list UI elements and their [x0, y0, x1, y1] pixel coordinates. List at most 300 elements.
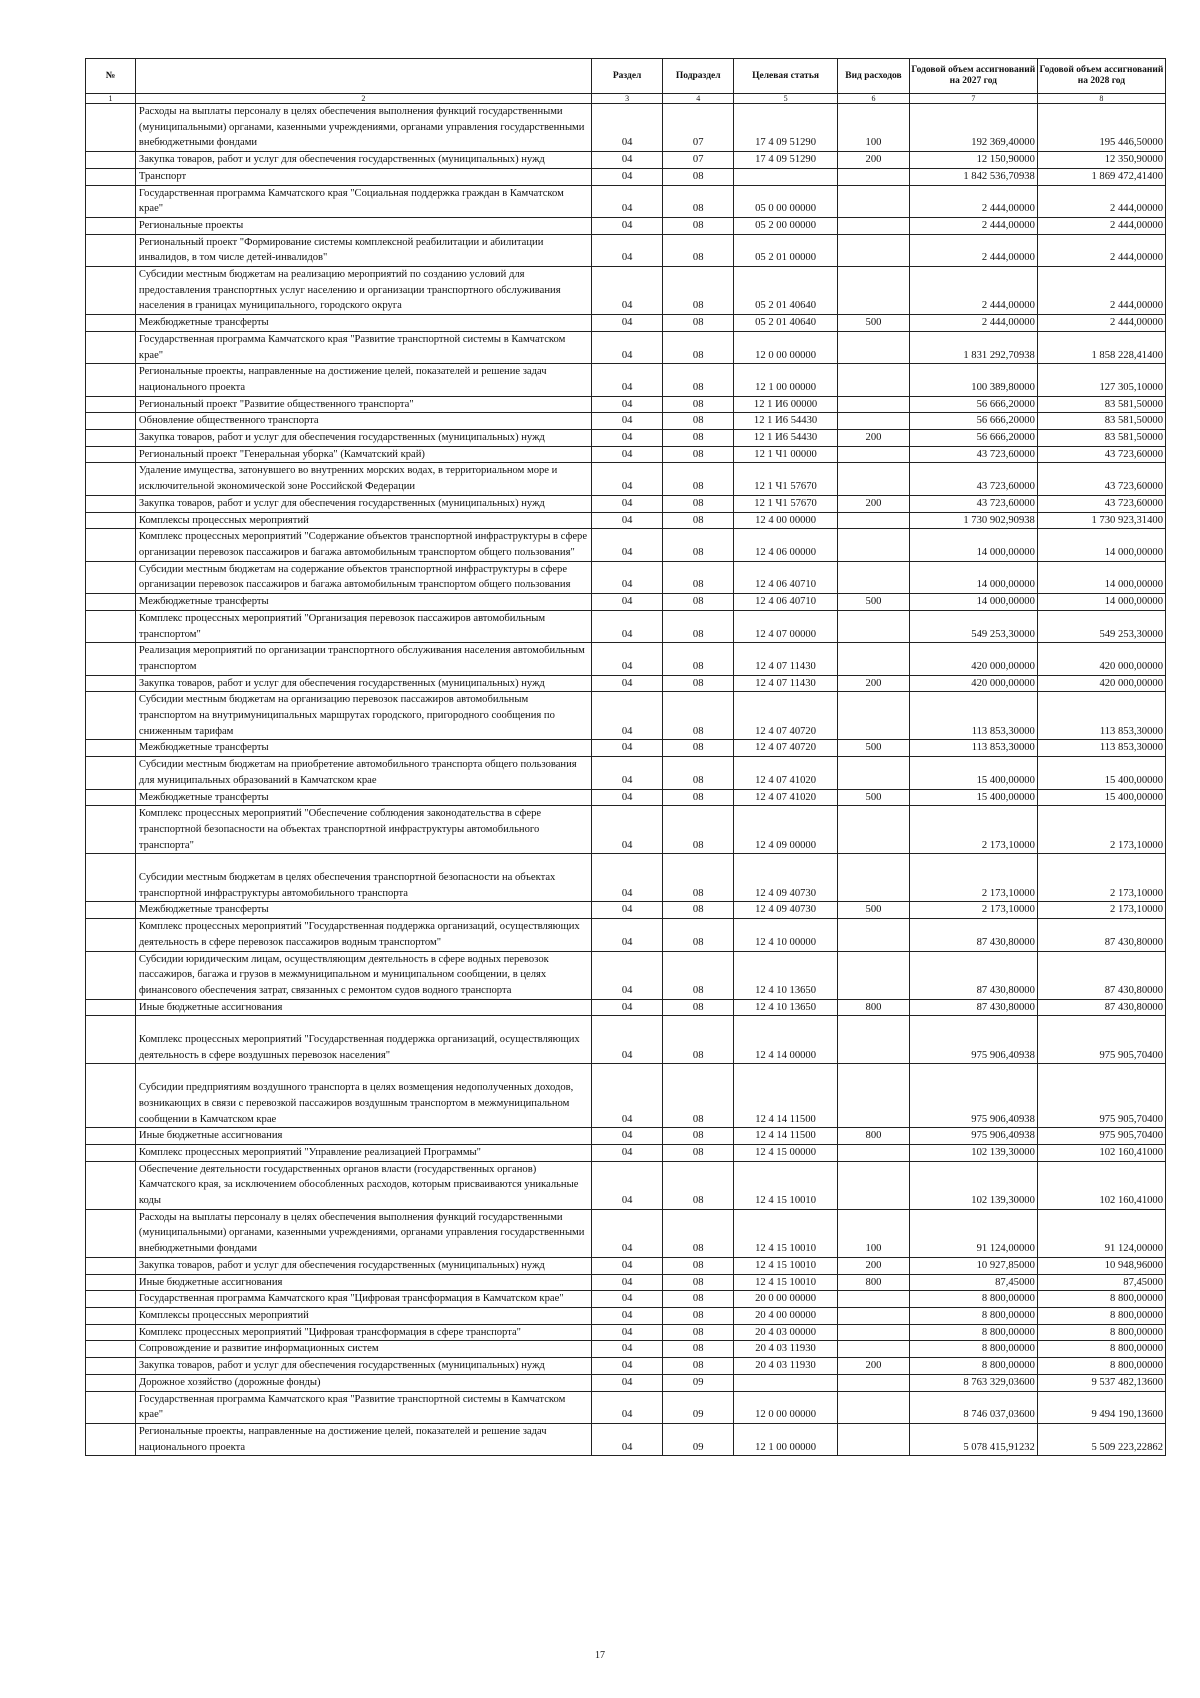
cell-2027: 8 763 329,03600 [909, 1374, 1037, 1391]
cell-name: Региональные проекты, направленные на достижение целей, показателей и решение задач национального проекта [135, 1423, 591, 1455]
column-number: 6 [838, 94, 910, 104]
cell-2027: 8 800,00000 [909, 1291, 1037, 1308]
cell-vid [838, 396, 910, 413]
cell-name: Иные бюджетные ассигнования [135, 1274, 591, 1291]
cell-num [86, 1209, 136, 1257]
header-name [135, 59, 591, 94]
cell-name: Субсидии местным бюджетам на реализацию мероприятий по созданию условий для предоставления транспортных услуг населению и организации транспортного обслуживания населения в границах муниципального, городского округа [135, 267, 591, 315]
cell-name: Закупка товаров, работ и услуг для обеспечения государственных (муниципальных) нужд [135, 675, 591, 692]
cell-name: Межбюджетные трансферты [135, 594, 591, 611]
cell-2027: 2 173,10000 [909, 902, 1037, 919]
cell-razdel: 04 [591, 446, 663, 463]
cell-name: Иные бюджетные ассигнования [135, 999, 591, 1016]
table-row [86, 529, 1166, 561]
cell-2028: 2 444,00000 [1037, 217, 1165, 234]
cell-vid [838, 1423, 910, 1455]
table-row [86, 999, 1166, 1016]
table-row [86, 919, 1166, 951]
cell-num [86, 217, 136, 234]
cell-name: Региональные проекты, направленные на достижение целей, показателей и решение задач национального проекта [135, 364, 591, 396]
cell-num [86, 1391, 136, 1423]
cell-2027: 8 800,00000 [909, 1307, 1037, 1324]
cell-podrazdel: 08 [663, 1064, 734, 1128]
cell-vid: 500 [838, 594, 910, 611]
cell-name: Закупка товаров, работ и услуг для обеспечения государственных (муниципальных) нужд [135, 152, 591, 169]
cell-razdel: 04 [591, 217, 663, 234]
cell-podrazdel: 08 [663, 1161, 734, 1209]
cell-vid [838, 854, 910, 902]
cell-target: 12 4 00 00000 [733, 512, 837, 529]
cell-2028: 43 723,60000 [1037, 446, 1165, 463]
cell-num [86, 413, 136, 430]
table-row [86, 1016, 1166, 1064]
cell-2027: 102 139,30000 [909, 1161, 1037, 1209]
cell-2027: 549 253,30000 [909, 610, 1037, 642]
cell-target: 12 4 07 41020 [733, 757, 837, 789]
cell-num [86, 152, 136, 169]
cell-razdel: 04 [591, 1423, 663, 1455]
cell-2027: 975 906,40938 [909, 1016, 1037, 1064]
cell-2027: 192 369,40000 [909, 104, 1037, 152]
cell-2028: 113 853,30000 [1037, 692, 1165, 740]
cell-podrazdel: 08 [663, 495, 734, 512]
cell-razdel: 04 [591, 806, 663, 854]
cell-podrazdel: 08 [663, 267, 734, 315]
table-row [86, 1274, 1166, 1291]
cell-name: Государственная программа Камчатского края "Социальная поддержка граждан в Камчатском крае" [135, 185, 591, 217]
cell-razdel: 04 [591, 529, 663, 561]
cell-2027: 8 800,00000 [909, 1341, 1037, 1358]
cell-2027: 102 139,30000 [909, 1144, 1037, 1161]
cell-razdel: 04 [591, 1161, 663, 1209]
cell-target: 12 1 И6 00000 [733, 396, 837, 413]
cell-vid [838, 806, 910, 854]
cell-podrazdel: 08 [663, 396, 734, 413]
cell-2028: 43 723,60000 [1037, 463, 1165, 495]
table-row [86, 1307, 1166, 1324]
cell-target: 12 4 09 00000 [733, 806, 837, 854]
cell-num [86, 951, 136, 999]
cell-vid [838, 1307, 910, 1324]
cell-target: 20 4 03 11930 [733, 1358, 837, 1375]
cell-2027: 56 666,20000 [909, 413, 1037, 430]
cell-num [86, 1144, 136, 1161]
cell-name: Субсидии местным бюджетам в целях обеспечения транспортной безопасности на объектах транспортной инфраструктуры автомобильного транспорта [135, 854, 591, 902]
cell-razdel: 04 [591, 919, 663, 951]
cell-2027: 2 173,10000 [909, 854, 1037, 902]
cell-vid [838, 1291, 910, 1308]
cell-num [86, 561, 136, 593]
cell-vid [838, 1374, 910, 1391]
cell-name: Закупка товаров, работ и услуг для обеспечения государственных (муниципальных) нужд [135, 1358, 591, 1375]
column-number: 8 [1037, 94, 1165, 104]
cell-2028: 2 173,10000 [1037, 806, 1165, 854]
table-row [86, 315, 1166, 332]
table-row [86, 168, 1166, 185]
cell-2028: 8 800,00000 [1037, 1341, 1165, 1358]
cell-razdel: 04 [591, 1144, 663, 1161]
cell-name: Комплекс процессных мероприятий "Государственная поддержка организаций, осуществляющих деятельность в сфере воздушных перевозок населения" [135, 1016, 591, 1064]
cell-razdel: 04 [591, 315, 663, 332]
column-numbers-row [86, 94, 1166, 104]
page-number: 17 [595, 1650, 605, 1661]
cell-name: Межбюджетные трансферты [135, 902, 591, 919]
cell-2028: 2 444,00000 [1037, 234, 1165, 266]
cell-num [86, 1341, 136, 1358]
cell-podrazdel: 08 [663, 1016, 734, 1064]
cell-num [86, 529, 136, 561]
cell-razdel: 04 [591, 430, 663, 447]
cell-num [86, 902, 136, 919]
cell-name: Государственная программа Камчатского края "Развитие транспортной системы в Камчатском крае" [135, 1391, 591, 1423]
cell-razdel: 04 [591, 413, 663, 430]
cell-num [86, 185, 136, 217]
cell-podrazdel: 08 [663, 902, 734, 919]
cell-target: 12 1 И6 54430 [733, 413, 837, 430]
cell-vid [838, 1144, 910, 1161]
cell-2027: 43 723,60000 [909, 495, 1037, 512]
budget-table [85, 58, 1166, 1456]
cell-2027: 2 444,00000 [909, 217, 1037, 234]
cell-target: 20 4 03 11930 [733, 1341, 837, 1358]
column-number: 7 [909, 94, 1037, 104]
cell-podrazdel: 09 [663, 1391, 734, 1423]
cell-2027: 1 730 902,90938 [909, 512, 1037, 529]
cell-2027: 2 444,00000 [909, 234, 1037, 266]
table-row [86, 512, 1166, 529]
cell-2027: 8 746 037,03600 [909, 1391, 1037, 1423]
cell-num [86, 692, 136, 740]
table-row [86, 610, 1166, 642]
cell-razdel: 04 [591, 610, 663, 642]
cell-vid [838, 561, 910, 593]
cell-podrazdel: 08 [663, 1324, 734, 1341]
cell-target: 12 4 07 40720 [733, 692, 837, 740]
cell-target: 12 4 15 10010 [733, 1209, 837, 1257]
cell-2028: 14 000,00000 [1037, 594, 1165, 611]
cell-target: 05 2 01 40640 [733, 267, 837, 315]
header-target: Целевая статья [733, 59, 837, 94]
cell-razdel: 04 [591, 1257, 663, 1274]
header-podrazdel: Подраздел [663, 59, 734, 94]
cell-vid [838, 217, 910, 234]
cell-name: Обеспечение деятельности государственных органов власти (государственных органов) Камчатского края, за исключением обособленных расходов, которым присваиваются уникальные коды [135, 1161, 591, 1209]
cell-razdel: 04 [591, 185, 663, 217]
cell-2028: 12 350,90000 [1037, 152, 1165, 169]
cell-vid [838, 1391, 910, 1423]
cell-2028: 113 853,30000 [1037, 740, 1165, 757]
header-2028: Годовой объем ассигнований на 2028 год [1037, 59, 1165, 94]
cell-vid [838, 234, 910, 266]
table-row [86, 692, 1166, 740]
cell-num [86, 364, 136, 396]
cell-vid [838, 1016, 910, 1064]
table-row [86, 217, 1166, 234]
cell-vid [838, 463, 910, 495]
cell-name: Субсидии юридическим лицам, осуществляющим деятельность в сфере водных перевозок пассажиров, багажа и грузов в межмуниципальном и муниципальном сообщении, в целях финансового обеспечения затрат, связанных с ремонтом судов водного транспорта [135, 951, 591, 999]
cell-vid: 500 [838, 789, 910, 806]
cell-podrazdel: 08 [663, 643, 734, 675]
cell-razdel: 04 [591, 331, 663, 363]
cell-2028: 975 905,70400 [1037, 1128, 1165, 1145]
cell-razdel: 04 [591, 1291, 663, 1308]
cell-name: Комплекс процессных мероприятий "Содержание объектов транспортной инфраструктуры в сфере организации перевозок пассажиров и багажа автомобильным транспортом общего пользования" [135, 529, 591, 561]
cell-razdel: 04 [591, 1374, 663, 1391]
cell-podrazdel: 08 [663, 594, 734, 611]
cell-2027: 1 831 292,70938 [909, 331, 1037, 363]
cell-name: Государственная программа Камчатского края "Цифровая трансформация в Камчатском крае" [135, 1291, 591, 1308]
cell-vid: 800 [838, 1128, 910, 1145]
cell-razdel: 04 [591, 1016, 663, 1064]
cell-target: 12 4 06 00000 [733, 529, 837, 561]
cell-num [86, 430, 136, 447]
table-row [86, 1209, 1166, 1257]
cell-num [86, 1324, 136, 1341]
header-2027: Годовой объем ассигнований на 2027 год [909, 59, 1037, 94]
header-razdel: Раздел [591, 59, 663, 94]
cell-razdel: 04 [591, 643, 663, 675]
cell-target: 12 4 10 00000 [733, 919, 837, 951]
cell-podrazdel: 08 [663, 315, 734, 332]
cell-2028: 14 000,00000 [1037, 529, 1165, 561]
cell-2028: 9 494 190,13600 [1037, 1391, 1165, 1423]
table-row [86, 740, 1166, 757]
table-row [86, 1423, 1166, 1455]
cell-num [86, 331, 136, 363]
table-row [86, 1391, 1166, 1423]
table-row [86, 152, 1166, 169]
cell-2027: 420 000,00000 [909, 643, 1037, 675]
cell-num [86, 315, 136, 332]
cell-2028: 87,45000 [1037, 1274, 1165, 1291]
cell-podrazdel: 08 [663, 561, 734, 593]
cell-2027: 14 000,00000 [909, 529, 1037, 561]
cell-target: 20 4 03 00000 [733, 1324, 837, 1341]
cell-2028: 1 730 923,31400 [1037, 512, 1165, 529]
table-row [86, 1341, 1166, 1358]
cell-vid [838, 185, 910, 217]
cell-name: Расходы на выплаты персоналу в целях обеспечения выполнения функций государственными (муниципальными) органами, казенными учреждениями, органами управления государственными внебюджетными фондами [135, 104, 591, 152]
column-number: 3 [591, 94, 663, 104]
cell-target: 12 1 00 00000 [733, 364, 837, 396]
cell-2028: 43 723,60000 [1037, 495, 1165, 512]
cell-podrazdel: 09 [663, 1423, 734, 1455]
cell-razdel: 04 [591, 168, 663, 185]
cell-name: Субсидии местным бюджетам на организацию перевозок пассажиров автомобильным транспортом на внутримуниципальных маршрутах городского, пригородного сообщения по сниженным тарифам [135, 692, 591, 740]
cell-podrazdel: 08 [663, 675, 734, 692]
cell-razdel: 04 [591, 1391, 663, 1423]
cell-podrazdel: 08 [663, 1128, 734, 1145]
cell-target: 17 4 09 51290 [733, 104, 837, 152]
cell-vid [838, 529, 910, 561]
cell-vid: 200 [838, 495, 910, 512]
cell-podrazdel: 08 [663, 789, 734, 806]
cell-num [86, 1257, 136, 1274]
cell-2028: 8 800,00000 [1037, 1307, 1165, 1324]
cell-2027: 1 842 536,70938 [909, 168, 1037, 185]
cell-podrazdel: 07 [663, 104, 734, 152]
cell-podrazdel: 08 [663, 1209, 734, 1257]
cell-num [86, 234, 136, 266]
cell-razdel: 04 [591, 854, 663, 902]
table-row [86, 1374, 1166, 1391]
table-row [86, 1064, 1166, 1128]
cell-target: 12 1 Ч1 57670 [733, 463, 837, 495]
cell-razdel: 04 [591, 757, 663, 789]
cell-podrazdel: 08 [663, 185, 734, 217]
cell-podrazdel: 08 [663, 463, 734, 495]
cell-podrazdel: 08 [663, 364, 734, 396]
cell-target: 12 4 15 10010 [733, 1257, 837, 1274]
table-row [86, 1358, 1166, 1375]
cell-podrazdel: 08 [663, 1274, 734, 1291]
cell-podrazdel: 08 [663, 692, 734, 740]
cell-2027: 10 927,85000 [909, 1257, 1037, 1274]
cell-podrazdel: 08 [663, 919, 734, 951]
cell-num [86, 1274, 136, 1291]
table-row [86, 1128, 1166, 1145]
cell-name: Закупка товаров, работ и услуг для обеспечения государственных (муниципальных) нужд [135, 1257, 591, 1274]
table-row [86, 430, 1166, 447]
cell-vid [838, 951, 910, 999]
cell-2028: 420 000,00000 [1037, 675, 1165, 692]
cell-razdel: 04 [591, 1064, 663, 1128]
cell-name: Закупка товаров, работ и услуг для обеспечения государственных (муниципальных) нужд [135, 495, 591, 512]
cell-name: Комплекс процессных мероприятий "Цифровая трансформация в сфере транспорта" [135, 1324, 591, 1341]
cell-2028: 14 000,00000 [1037, 561, 1165, 593]
table-row [86, 185, 1166, 217]
table-row [86, 234, 1166, 266]
cell-target: 20 4 00 00000 [733, 1307, 837, 1324]
cell-razdel: 04 [591, 512, 663, 529]
cell-razdel: 04 [591, 1358, 663, 1375]
cell-num [86, 1064, 136, 1128]
table-row [86, 364, 1166, 396]
table-row [86, 757, 1166, 789]
cell-num [86, 1161, 136, 1209]
cell-2027: 56 666,20000 [909, 430, 1037, 447]
cell-num [86, 104, 136, 152]
cell-num [86, 463, 136, 495]
cell-2027: 87 430,80000 [909, 951, 1037, 999]
cell-razdel: 04 [591, 152, 663, 169]
cell-2028: 2 173,10000 [1037, 902, 1165, 919]
cell-2028: 15 400,00000 [1037, 789, 1165, 806]
cell-target: 12 0 00 00000 [733, 331, 837, 363]
cell-vid: 500 [838, 902, 910, 919]
cell-target: 12 1 Ч1 00000 [733, 446, 837, 463]
cell-name: Реализация мероприятий по организации транспортного обслуживания населения автомобильным транспортом [135, 643, 591, 675]
cell-target: 05 2 00 00000 [733, 217, 837, 234]
cell-target: 05 2 01 00000 [733, 234, 837, 266]
cell-razdel: 04 [591, 740, 663, 757]
cell-vid: 800 [838, 999, 910, 1016]
cell-name: Межбюджетные трансферты [135, 740, 591, 757]
cell-podrazdel: 08 [663, 999, 734, 1016]
cell-num [86, 1358, 136, 1375]
cell-podrazdel: 08 [663, 951, 734, 999]
table-row [86, 267, 1166, 315]
cell-2028: 975 905,70400 [1037, 1064, 1165, 1128]
cell-2028: 83 581,50000 [1037, 396, 1165, 413]
cell-vid: 100 [838, 1209, 910, 1257]
cell-vid [838, 446, 910, 463]
table-row [86, 1291, 1166, 1308]
cell-vid: 200 [838, 1257, 910, 1274]
cell-vid [838, 413, 910, 430]
cell-num [86, 512, 136, 529]
cell-2027: 975 906,40938 [909, 1064, 1037, 1128]
cell-name: Расходы на выплаты персоналу в целях обеспечения выполнения функций государственными (муниципальными) органами, казенными учреждениями, органами управления государственными внебюджетными фондами [135, 1209, 591, 1257]
cell-podrazdel: 08 [663, 740, 734, 757]
cell-2027: 43 723,60000 [909, 446, 1037, 463]
cell-podrazdel: 08 [663, 1307, 734, 1324]
cell-name: Транспорт [135, 168, 591, 185]
cell-2028: 102 160,41000 [1037, 1161, 1165, 1209]
cell-2028: 8 800,00000 [1037, 1358, 1165, 1375]
header-vid: Вид расходов [838, 59, 910, 94]
cell-podrazdel: 08 [663, 1358, 734, 1375]
cell-target: 12 4 14 11500 [733, 1128, 837, 1145]
cell-num [86, 594, 136, 611]
cell-2028: 1 869 472,41400 [1037, 168, 1165, 185]
table-row [86, 1324, 1166, 1341]
header-row [86, 59, 1166, 94]
cell-vid: 200 [838, 675, 910, 692]
cell-podrazdel: 08 [663, 854, 734, 902]
cell-razdel: 04 [591, 561, 663, 593]
cell-2028: 91 124,00000 [1037, 1209, 1165, 1257]
cell-target: 12 4 09 40730 [733, 902, 837, 919]
cell-name: Субсидии предприятиям воздушного транспорта в целях возмещения недополученных доходов, возникающих в связи с перевозкой пассажиров воздушным транспортом в межмуниципальном сообщении в Камчатском крае [135, 1064, 591, 1128]
cell-target: 12 4 06 40710 [733, 594, 837, 611]
header-num: № [86, 59, 136, 94]
table-row [86, 789, 1166, 806]
cell-2027: 43 723,60000 [909, 463, 1037, 495]
cell-podrazdel: 08 [663, 331, 734, 363]
cell-vid [838, 1064, 910, 1128]
cell-vid [838, 168, 910, 185]
cell-2028: 87 430,80000 [1037, 951, 1165, 999]
cell-vid [838, 267, 910, 315]
cell-num [86, 396, 136, 413]
cell-target: 05 0 00 00000 [733, 185, 837, 217]
cell-name: Региональный проект "Формирование системы комплексной реабилитации и абилитации инвалидов, в том числе детей-инвалидов" [135, 234, 591, 266]
cell-podrazdel: 08 [663, 806, 734, 854]
cell-2027: 2 173,10000 [909, 806, 1037, 854]
table-row [86, 561, 1166, 593]
cell-razdel: 04 [591, 692, 663, 740]
cell-target [733, 1374, 837, 1391]
cell-podrazdel: 08 [663, 413, 734, 430]
cell-name: Сопровождение и развитие информационных систем [135, 1341, 591, 1358]
cell-target: 12 4 10 13650 [733, 999, 837, 1016]
cell-name: Комплексы процессных мероприятий [135, 1307, 591, 1324]
cell-2027: 14 000,00000 [909, 561, 1037, 593]
cell-podrazdel: 08 [663, 234, 734, 266]
cell-podrazdel: 08 [663, 757, 734, 789]
table-row [86, 413, 1166, 430]
cell-2028: 2 444,00000 [1037, 185, 1165, 217]
cell-name: Иные бюджетные ассигнования [135, 1128, 591, 1145]
cell-vid: 200 [838, 152, 910, 169]
column-number: 4 [663, 94, 734, 104]
cell-name: Межбюджетные трансферты [135, 315, 591, 332]
cell-2028: 102 160,41000 [1037, 1144, 1165, 1161]
cell-name: Дорожное хозяйство (дорожные фонды) [135, 1374, 591, 1391]
table-row [86, 1161, 1166, 1209]
cell-num [86, 757, 136, 789]
